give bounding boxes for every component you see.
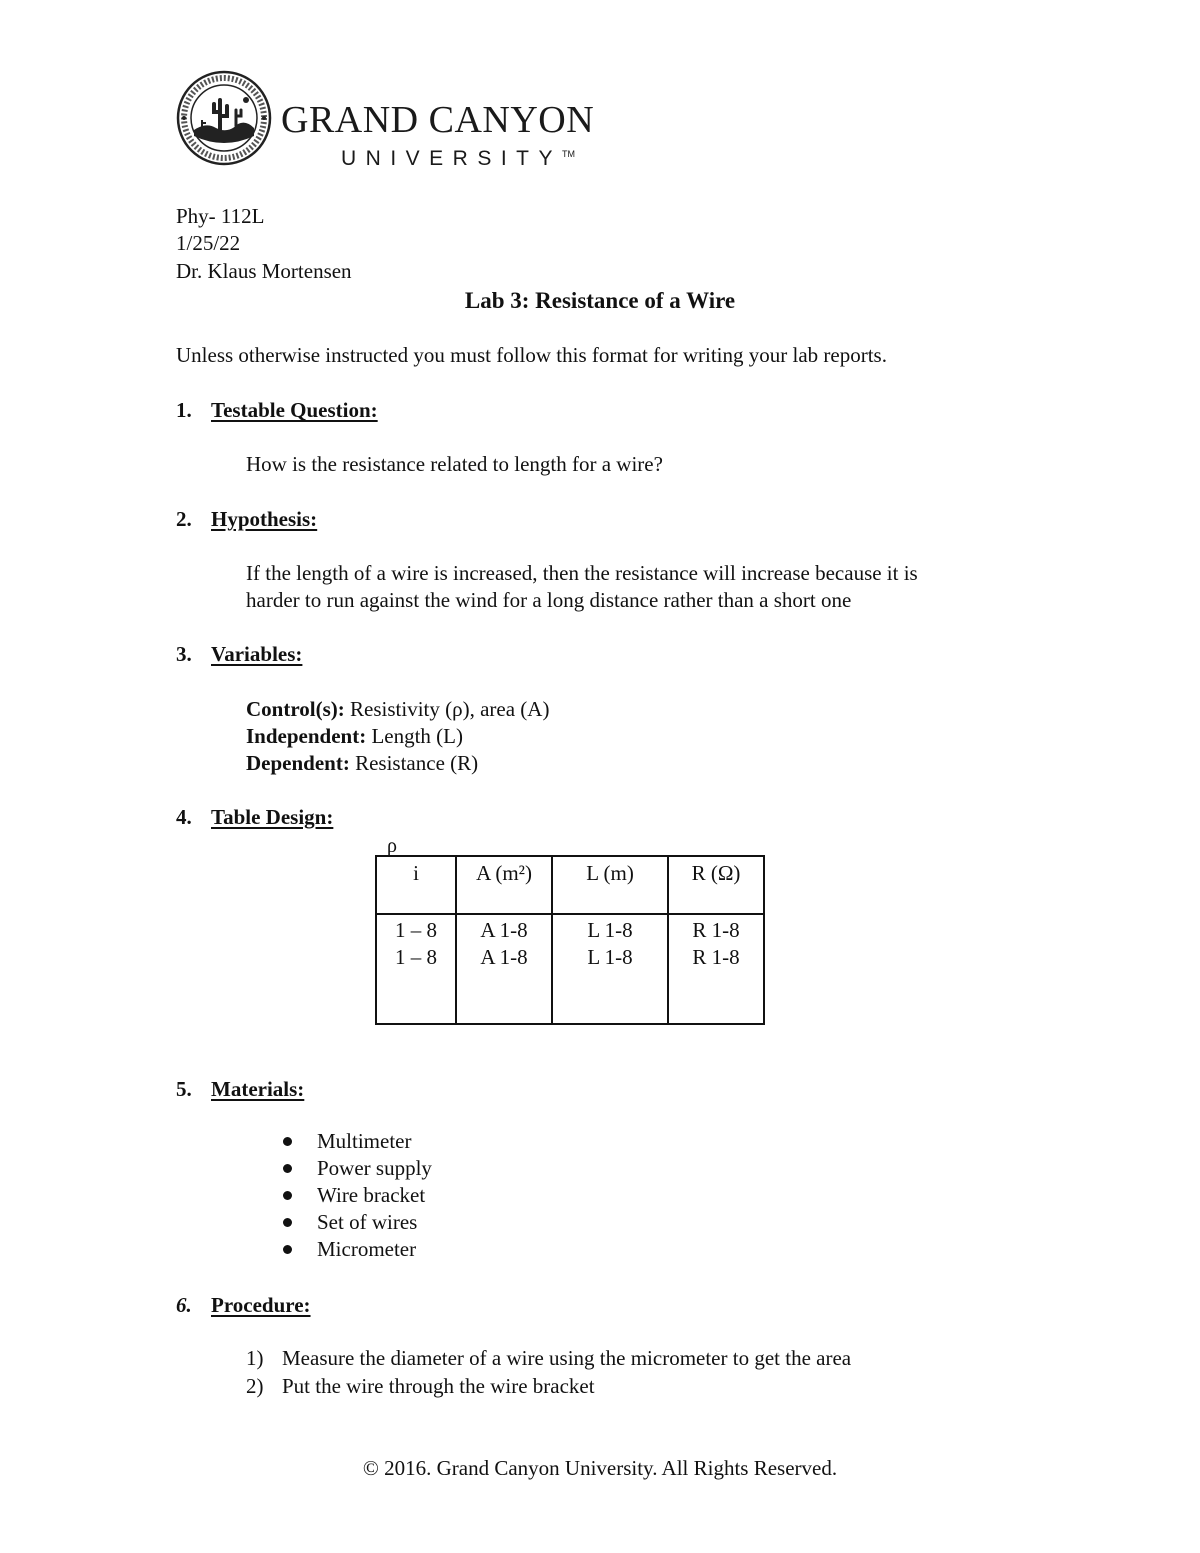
copyright-footer: © 2016. Grand Canyon University. All Rights Reserved. <box>362 1456 838 1480</box>
bullet-icon <box>283 1218 292 1227</box>
table-header-cell: i <box>376 856 456 914</box>
table-cell: L 1-8 L 1-8 <box>552 914 668 1024</box>
logo-wordmark: GRAND CANYON <box>281 99 595 141</box>
instructor-name: Dr. Klaus Mortensen <box>176 259 352 283</box>
table-cell: A 1-8 A 1-8 <box>456 914 552 1024</box>
variable-dependent: Dependent: Resistance (R) <box>246 751 479 775</box>
list-item: 1) Measure the diameter of a wire using the micrometer to get the area <box>246 1346 852 1370</box>
bullet-icon <box>283 1164 292 1173</box>
intro-text: Unless otherwise instructed you must follow this format for writing your lab reports. <box>176 343 887 367</box>
section-heading-testable-question: 1. Testable Question: <box>176 398 378 422</box>
document-page: GRAND CANYON UNIVERSITY™ Phy- 112L 1/25/22 Dr. Klaus Mortensen Lab 3: Resistance of a Wire Unless otherwise instructed you must follow this format for writing your lab reports. 1. Testable Question: How is the resistance related to length for a wire? 2. Hypothesis: If the length of a wire is increased, then the resistance will increase because it is harder to run against the wind for a long distance rather than a short one 3. Variables: Control(s): Resistivity (ρ), area (A) Independent: Length (L) Dependent: Resistance (R) 4. Table Design: ρ i A (m²) L (m) R (Ω) 1 – 8 1 – 8 A 1-8 A 1-8 L 1-8 L 1-8 R 1-8 R 1-8 5. Materials: Multimeter Power supply Wire bracket Set of wires Micrometer 6. Procedure: 1) Measure the diameter of a wire using the micrometer to get the area 2) Put the wire through the wire bracket © 2016. Grand Canyon University. All Rights Reserved. <box>0 0 1200 1553</box>
variable-independent: Independent: Length (L) <box>246 724 463 748</box>
variable-control: Control(s): Resistivity (ρ), area (A) <box>246 697 550 721</box>
hypothesis-line-2: harder to run against the wind for a long distance rather than a short one <box>246 588 852 612</box>
data-table <box>375 855 765 1025</box>
table-header-cell: A (m²) <box>456 856 552 914</box>
page-title: Lab 3: Resistance of a Wire <box>464 288 736 313</box>
section-heading-variables: 3. Variables: <box>176 642 303 666</box>
rho-symbol: ρ <box>387 835 397 857</box>
testable-question-text: How is the resistance related to length for a wire? <box>246 452 663 476</box>
table-cell: 1 – 8 1 – 8 <box>376 914 456 1024</box>
procedure-list <box>246 1345 851 1401</box>
table-header-cell: L (m) <box>552 856 668 914</box>
table-header-row <box>376 856 764 914</box>
table-cell: R 1-8 R 1-8 <box>668 914 764 1024</box>
gcu-logo <box>176 70 616 170</box>
table-header-cell: R (Ω) <box>668 856 764 914</box>
report-date: 1/25/22 <box>176 231 241 255</box>
section-heading-hypothesis: 2. Hypothesis: <box>176 507 318 531</box>
logo-subtitle: UNIVERSITY™ <box>341 147 576 170</box>
bullet-icon <box>283 1191 292 1200</box>
table-row <box>376 914 764 1024</box>
section-heading-table-design: 4. Table Design: <box>176 805 334 829</box>
section-heading-procedure: 6. Procedure: <box>176 1293 311 1317</box>
section-heading-materials: 5. Materials: <box>176 1077 305 1101</box>
trademark-mark: TM <box>562 149 576 159</box>
hypothesis-line-1: If the length of a wire is increased, then the resistance will increase because it is <box>246 561 918 585</box>
bullet-icon <box>283 1137 292 1146</box>
bullet-icon <box>283 1245 292 1254</box>
list-item: 2) Put the wire through the wire bracket <box>246 1374 595 1398</box>
course-code: Phy- 112L <box>176 204 265 228</box>
university-seal-icon <box>176 70 272 166</box>
